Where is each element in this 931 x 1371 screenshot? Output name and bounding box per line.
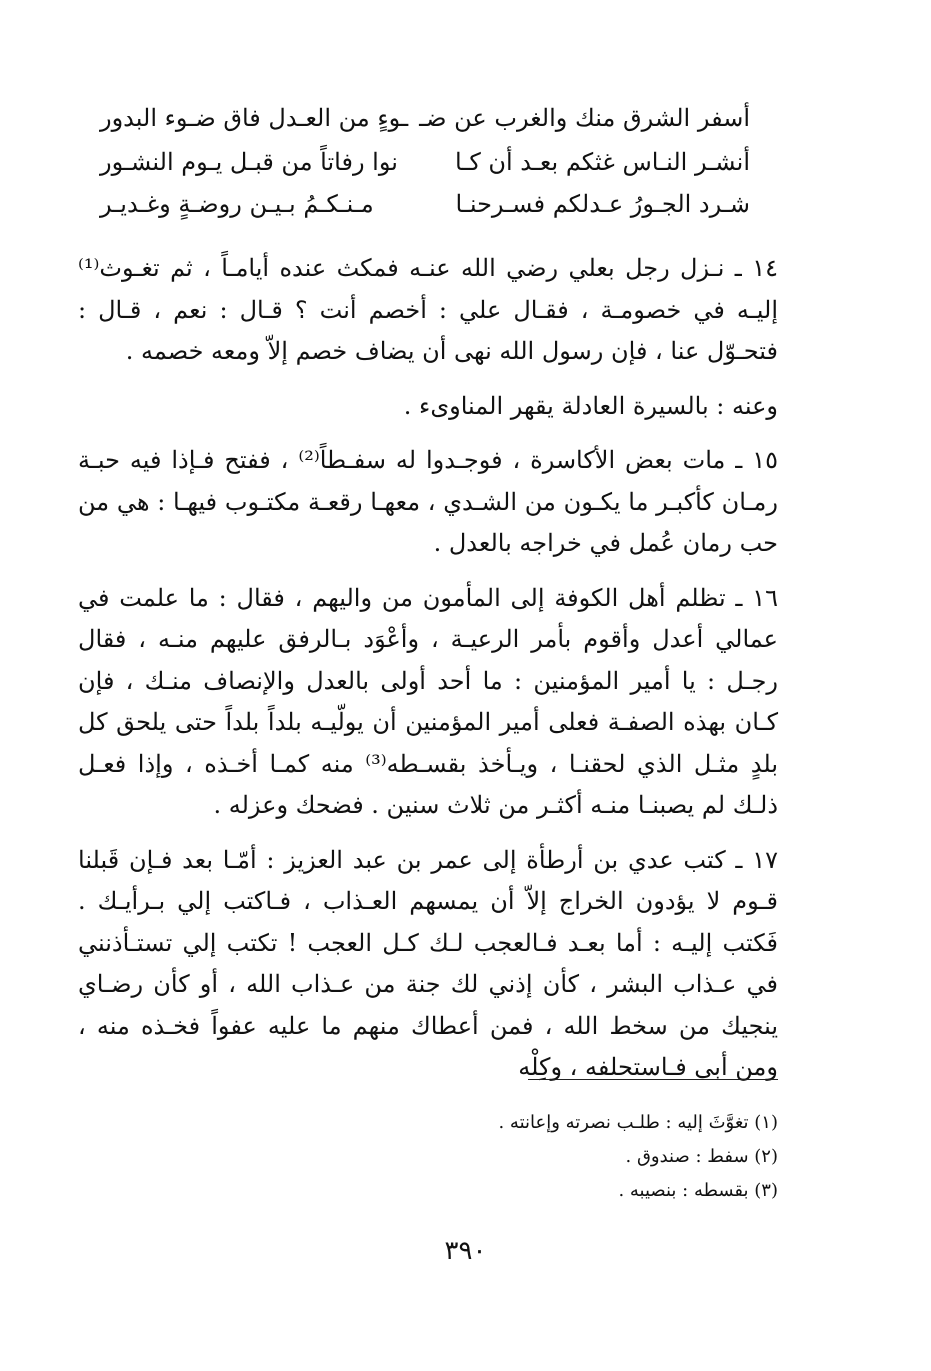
paragraph-15: ١٥ ـ مات بعض الأكاسرة ، فوجـدوا له سفـطاً⁽²⁾ ، ففتح فـإذا فيه حبـة رمـان كأكبـر ما يكـون من الشـدي ، معهـا رقعـة مكتـوب فيهـا : هي من حب رمان عُمل في خراجه بالعدل . — [78, 446, 778, 557]
verse-second-hemistich: نوا رفاتاً من قبـل يـوم النشـور — [100, 148, 398, 176]
paragraph-17: ١٧ ـ كتب عدي بن أرطأة إلى عمر بن عبد العزيز : أمّـا بعد فـإن قَبلنا قـوم لا يؤدون الخراج إلاّ أن يمسهم العـذاب ، فـاكتب إلي بـرأيـك . فَكتب إليـه : أما بعـد فـالعجب لـك كـل العجب ! تكتب إلي تستـأذنني في عـذاب البشر ، كأن إذني لك جنة من عـذاب الله ، أو كأن رضـاي ينجيك من سخط الله ، فمن أعطاك منهم ما عليه عفواً فخـذه منه ، ومن أبى فـاستحلفه ، وكِلْه — [78, 845, 778, 1081]
verse-first-hemistich: أنشـر النـاس غثكم بعـد أن كـا — [454, 148, 750, 176]
footnote-divider — [528, 1079, 778, 1080]
verse-first-hemistich: أسفر الشرق منك والغرب عن ضـ — [419, 104, 750, 132]
footnote-1: (١) تغوَّثَ إليه : طلـب نصرته وإعانته . — [498, 1112, 778, 1133]
footnotes — [300, 1106, 778, 1208]
page-number: ٣٩٠ — [444, 1236, 487, 1266]
paragraph-14: ١٤ ـ نـزل رجل بعلي رضي الله عنـه فمكث عنده أيامـاً ، ثم تغـوث⁽¹⁾ إليـه في خصومـة ، فقـال علي : أخصم أنت ؟ قـال : نعم ، قـال : فتحـوّل عنا ، فإن رسول الله نهى أن يضاف خصم إلاّ ومعه خصمه . — [78, 254, 778, 365]
paragraph-note: وعنه : بالسيرة العادلة يقهر المناوىء . — [403, 391, 778, 420]
verse-line — [100, 140, 750, 184]
footnote-3: (٣) بقسطه : بنصيبه . — [618, 1180, 778, 1201]
verse-second-hemistich: ـوءٍ من العـدل فاق ضـوء البدور — [100, 104, 409, 132]
poem-verses — [100, 96, 750, 224]
verse-first-hemistich: شـرد الجـورُ عـدلكم فسـرحنـا — [455, 190, 750, 218]
verse-line — [100, 184, 750, 224]
body-text — [78, 248, 778, 1089]
paragraph-16: ١٦ ـ تظلم أهل الكوفة إلى المأمون من واليهم ، فقال : ما علمت في عمالي أعدل وأقوم بأمر الرعيـة ، وأعْوَد بـالرفق عليهم منـه ، فقال رجـل : يا أمير المؤمنين : ما أحد أولى بالعدل والإنصاف منـك ، فإن كـان بهذه الصفـة فعلى أمير المؤمنين أن يولّيـه بلداً بلداً حتى يلحق كل بلدٍ مثـل الذي لحقنـا ، ويـأخذ بقسـطه⁽³⁾ منه كمـا أخـذه ، وإذا فعـل ذلـك لم يصبنـا منـه أكثـر من ثلاث سنين . فضحك وعزله . — [78, 583, 778, 819]
verse-line — [100, 96, 750, 140]
verse-second-hemistich: مـنـكـمُ بـيـن روضـةٍ وغـديـر — [100, 190, 374, 218]
footnote-2: (٢) سفط : صندوق . — [625, 1146, 778, 1167]
